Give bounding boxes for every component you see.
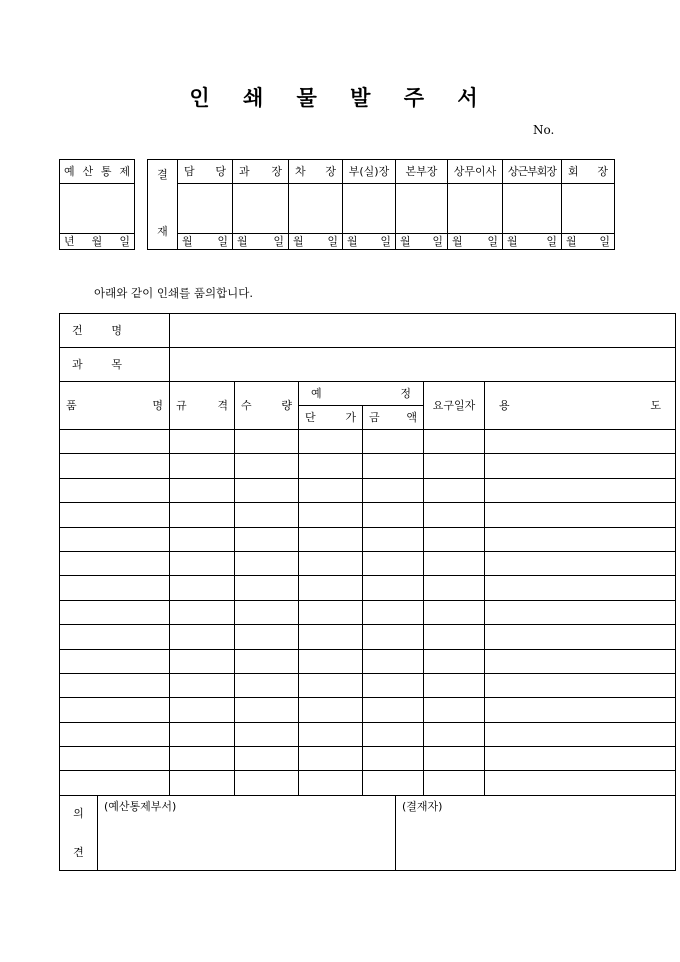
header-usage: 용 도: [485, 382, 676, 430]
budget-control-sign-area[interactable]: [60, 184, 135, 234]
item-cell[interactable]: [424, 454, 485, 478]
item-cell[interactable]: [170, 649, 235, 673]
item-cell[interactable]: [60, 722, 170, 746]
sign-cell[interactable]: [562, 184, 615, 234]
item-cell[interactable]: [235, 454, 299, 478]
item-cell[interactable]: [485, 698, 676, 722]
item-cell[interactable]: [424, 503, 485, 527]
role-deputy-chief: 차 장: [289, 160, 343, 184]
item-cell[interactable]: [424, 600, 485, 624]
item-cell[interactable]: [485, 576, 676, 600]
item-cell[interactable]: [170, 722, 235, 746]
item-cell[interactable]: [363, 649, 424, 673]
header-spec: 규 격: [170, 382, 235, 430]
item-cell[interactable]: [60, 527, 170, 551]
opinion-label: 의 견: [60, 795, 98, 870]
approver-note: (결재자): [402, 799, 443, 813]
item-cell[interactable]: [363, 576, 424, 600]
item-cell[interactable]: [235, 600, 299, 624]
item-cell[interactable]: [485, 527, 676, 551]
item-cell[interactable]: [170, 430, 235, 454]
item-cell[interactable]: [424, 576, 485, 600]
item-cell[interactable]: [60, 454, 170, 478]
sign-cell[interactable]: [233, 184, 289, 234]
item-cell[interactable]: [485, 747, 676, 771]
item-cell[interactable]: [235, 625, 299, 649]
table-row: [60, 698, 676, 722]
budget-control-box: [59, 159, 135, 250]
header-unit-price: 단 가: [299, 406, 363, 430]
item-cell[interactable]: [170, 551, 235, 575]
item-cell[interactable]: [363, 551, 424, 575]
role-managing-director: 상무이사: [448, 160, 503, 184]
item-cell[interactable]: [170, 625, 235, 649]
table-row: [60, 722, 676, 746]
item-cell[interactable]: [299, 503, 363, 527]
table-row: [60, 454, 676, 478]
header-item-name: 품 명: [60, 382, 170, 430]
item-cell[interactable]: [424, 673, 485, 697]
item-cell[interactable]: [60, 673, 170, 697]
table-row: [60, 551, 676, 575]
item-cell[interactable]: [485, 722, 676, 746]
item-cell[interactable]: [235, 771, 299, 795]
approval-date-cell: 월 일: [562, 234, 615, 250]
sign-cell[interactable]: [396, 184, 448, 234]
item-cell[interactable]: [235, 576, 299, 600]
item-cell[interactable]: [485, 771, 676, 795]
item-cell[interactable]: [299, 747, 363, 771]
sign-cell[interactable]: [503, 184, 562, 234]
table-row: [60, 771, 676, 795]
role-department-head: 부(실)장: [343, 160, 396, 184]
item-cell[interactable]: [424, 698, 485, 722]
item-cell[interactable]: [363, 747, 424, 771]
item-cell[interactable]: [363, 722, 424, 746]
table-row: [60, 747, 676, 771]
intro-text: 아래와 같이 인쇄를 품의합니다.: [94, 286, 254, 300]
header-due-date: 요구일자: [424, 382, 485, 430]
item-cell[interactable]: [363, 478, 424, 502]
item-cell[interactable]: [235, 673, 299, 697]
item-cell[interactable]: [363, 600, 424, 624]
approval-date-cell: 월 일: [233, 234, 289, 250]
table-row: [60, 527, 676, 551]
item-cell[interactable]: [170, 600, 235, 624]
subject-field[interactable]: [170, 314, 676, 348]
item-cell[interactable]: [363, 454, 424, 478]
table-row: [60, 673, 676, 697]
item-cell[interactable]: [170, 527, 235, 551]
item-cell[interactable]: [170, 747, 235, 771]
item-cell[interactable]: [60, 698, 170, 722]
item-cell[interactable]: [235, 747, 299, 771]
item-cell[interactable]: [363, 527, 424, 551]
approver-opinion[interactable]: [396, 795, 676, 870]
item-cell[interactable]: [424, 551, 485, 575]
item-cell[interactable]: [424, 722, 485, 746]
item-cell[interactable]: [424, 747, 485, 771]
item-cell[interactable]: [299, 600, 363, 624]
item-cell[interactable]: [299, 698, 363, 722]
item-cell[interactable]: [485, 625, 676, 649]
item-cell[interactable]: [235, 722, 299, 746]
item-cell[interactable]: [363, 673, 424, 697]
sign-cell[interactable]: [343, 184, 396, 234]
budget-control-header: 예 산 통 제: [60, 160, 135, 184]
item-cell[interactable]: [363, 503, 424, 527]
item-cell[interactable]: [424, 625, 485, 649]
item-cell[interactable]: [363, 430, 424, 454]
account-label: 과 목: [60, 348, 170, 382]
item-cell[interactable]: [235, 649, 299, 673]
page-title: 인 쇄 물 발 주 서: [189, 85, 491, 110]
account-field[interactable]: [170, 348, 676, 382]
item-cell[interactable]: [60, 478, 170, 502]
item-cell[interactable]: [299, 430, 363, 454]
item-cell[interactable]: [235, 430, 299, 454]
item-cell[interactable]: [485, 673, 676, 697]
item-cell[interactable]: [170, 478, 235, 502]
approval-box: [147, 159, 615, 250]
role-section-chief: 과 장: [233, 160, 289, 184]
order-form: [59, 313, 676, 871]
header-estimate: 예 정: [299, 382, 424, 406]
item-cell[interactable]: [485, 430, 676, 454]
role-chairman: 회 장: [562, 160, 615, 184]
item-cell[interactable]: [170, 698, 235, 722]
item-cell[interactable]: [60, 503, 170, 527]
table-row: [60, 503, 676, 527]
item-cell[interactable]: [424, 478, 485, 502]
sign-cell[interactable]: [448, 184, 503, 234]
approval-date-cell: 월 일: [448, 234, 503, 250]
item-cell[interactable]: [299, 771, 363, 795]
item-cell[interactable]: [363, 698, 424, 722]
item-cell[interactable]: [60, 747, 170, 771]
table-row: [60, 478, 676, 502]
sign-cell[interactable]: [289, 184, 343, 234]
item-cell[interactable]: [299, 673, 363, 697]
budget-control-date: 년 월 일: [60, 234, 135, 250]
budget-dept-opinion[interactable]: [98, 795, 396, 870]
item-cell[interactable]: [299, 527, 363, 551]
table-row: [60, 625, 676, 649]
item-cell[interactable]: [299, 625, 363, 649]
table-row: [60, 649, 676, 673]
budget-dept-note: (예산통제부서): [104, 799, 177, 813]
item-cell[interactable]: [170, 771, 235, 795]
approval-date-cell: 월 일: [396, 234, 448, 250]
item-cell[interactable]: [424, 430, 485, 454]
item-cell[interactable]: [424, 771, 485, 795]
item-cell[interactable]: [485, 454, 676, 478]
item-cell[interactable]: [363, 625, 424, 649]
item-cell[interactable]: [299, 649, 363, 673]
item-cell[interactable]: [60, 430, 170, 454]
item-cell[interactable]: [170, 576, 235, 600]
header-quantity: 수 량: [235, 382, 299, 430]
item-cell[interactable]: [485, 649, 676, 673]
item-cell[interactable]: [60, 771, 170, 795]
item-cell[interactable]: [485, 503, 676, 527]
item-cell[interactable]: [235, 551, 299, 575]
item-cell[interactable]: [170, 673, 235, 697]
item-cell[interactable]: [299, 551, 363, 575]
item-cell[interactable]: [170, 503, 235, 527]
role-manager: 담 당: [178, 160, 233, 184]
approval-date-cell: 월 일: [289, 234, 343, 250]
approval-date-cell: 월 일: [343, 234, 396, 250]
table-row: [60, 576, 676, 600]
doc-number-label: No.: [533, 123, 555, 137]
item-cell[interactable]: [299, 478, 363, 502]
item-cell[interactable]: [235, 478, 299, 502]
role-division-head: 본부장: [396, 160, 448, 184]
item-cell[interactable]: [485, 551, 676, 575]
item-cell[interactable]: [60, 625, 170, 649]
item-cell[interactable]: [299, 576, 363, 600]
item-cell[interactable]: [424, 649, 485, 673]
item-cell[interactable]: [60, 649, 170, 673]
item-cell[interactable]: [235, 503, 299, 527]
table-row: [60, 600, 676, 624]
approval-date-cell: 월 일: [503, 234, 562, 250]
item-cell[interactable]: [299, 722, 363, 746]
item-cell[interactable]: [60, 576, 170, 600]
item-cell[interactable]: [299, 454, 363, 478]
item-cell[interactable]: [60, 551, 170, 575]
item-cell[interactable]: [235, 698, 299, 722]
item-cell[interactable]: [485, 478, 676, 502]
approval-date-cell: 월 일: [178, 234, 233, 250]
subject-label: 건 명: [60, 314, 170, 348]
item-cell[interactable]: [363, 771, 424, 795]
item-cell[interactable]: [424, 527, 485, 551]
approval-label: 결 재: [148, 160, 178, 250]
item-cell[interactable]: [485, 600, 676, 624]
role-vice-chairman: 상근부회장: [503, 160, 562, 184]
item-cell[interactable]: [235, 527, 299, 551]
header-amount: 금 액: [363, 406, 424, 430]
item-cell[interactable]: [170, 454, 235, 478]
table-row: [60, 430, 676, 454]
sign-cell[interactable]: [178, 184, 233, 234]
item-cell[interactable]: [60, 600, 170, 624]
